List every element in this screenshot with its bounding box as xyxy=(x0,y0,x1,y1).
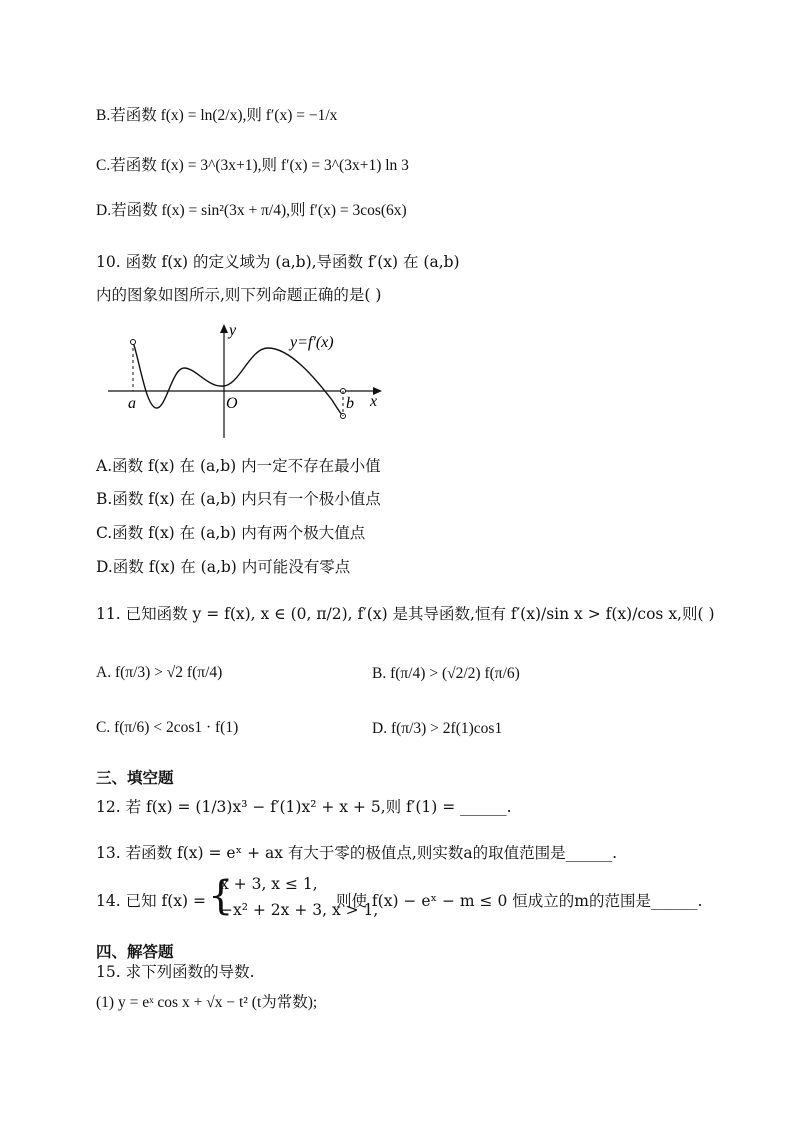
q14-case2: −x² + 2x + 3, x > 1, xyxy=(220,901,379,919)
q11-stem: 11. 已知函数 y = f(x), x ∈ (0, π/2), f′(x) 是其导函数,恒有 f′(x)/sin x > f(x)/cos x,则( ) xyxy=(96,605,715,623)
q10-option-c: C.函数 f(x) 在 (a,b) 内有两个极大值点 xyxy=(96,524,366,542)
label-origin: O xyxy=(226,395,238,412)
q14-brace: { xyxy=(208,873,234,919)
label-a: a xyxy=(128,395,136,412)
q15-stem: 15. 求下列函数的导数. xyxy=(96,963,255,981)
q13: 13. 若函数 f(x) = eˣ + ax 有大于零的极值点,则实数a的取值范围是______. xyxy=(96,844,618,862)
q15-part1: (1) y = eˣ cos x + √x − t² (t为常数); xyxy=(96,994,318,1011)
q11-option-a: A. f(π/3) > √2 f(π/4) xyxy=(96,664,223,681)
label-curve: y=f′(x) xyxy=(290,334,334,351)
q10-option-a: A.函数 f(x) 在 (a,b) 内一定不存在最小值 xyxy=(96,457,381,475)
q9-option-b: B.若函数 f(x) = ln(2/x),则 f′(x) = −1/x xyxy=(96,107,338,124)
q10-option-b: B.函数 f(x) 在 (a,b) 内只有一个极小值点 xyxy=(96,490,381,508)
derivative-curve xyxy=(133,342,343,416)
q12: 12. 若 f(x) = (1/3)x³ − f′(1)x² + x + 5,则 f′(1) = ______. xyxy=(96,798,512,816)
y-axis-arrow xyxy=(220,324,228,333)
q11-option-d: D. f(π/3) > 2f(1)cos1 xyxy=(372,720,503,737)
section-fill-in-title: 三、填空题 xyxy=(96,768,174,787)
q10-option-d: D.函数 f(x) 在 (a,b) 内可能没有零点 xyxy=(96,558,351,576)
q14-case1: x + 3, x ≤ 1, xyxy=(220,875,318,893)
q10-derivative-graph xyxy=(100,318,400,443)
endpoint-a xyxy=(131,340,136,345)
label-b: b xyxy=(346,395,354,412)
q14-suffix: 则使 f(x) − eˣ − m ≤ 0 恒成立的m的范围是______. xyxy=(336,892,703,910)
q10-stem-line2: 内的图象如图所示,则下列命题正确的是( ) xyxy=(96,286,382,304)
q10-stem-line1: 10. 函数 f(x) 的定义域为 (a,b),导函数 f′(x) 在 (a,b) xyxy=(96,253,460,271)
q11-option-b: B. f(π/4) > (√2/2) f(π/6) xyxy=(372,665,520,682)
section-answer-title: 四、解答题 xyxy=(96,942,174,961)
q9-option-c: C.若函数 f(x) = 3^(3x+1),则 f′(x) = 3^(3x+1) ln 3 xyxy=(96,157,409,174)
q11-option-c: C. f(π/6) < 2cos1 · f(1) xyxy=(96,719,239,736)
q14-prefix: 14. 已知 f(x) = xyxy=(96,892,206,910)
label-x: x xyxy=(370,393,378,410)
q9-option-d: D.若函数 f(x) = sin²(3x + π/4),则 f′(x) = 3cos(6x) xyxy=(96,202,407,219)
label-y: y xyxy=(229,322,237,339)
